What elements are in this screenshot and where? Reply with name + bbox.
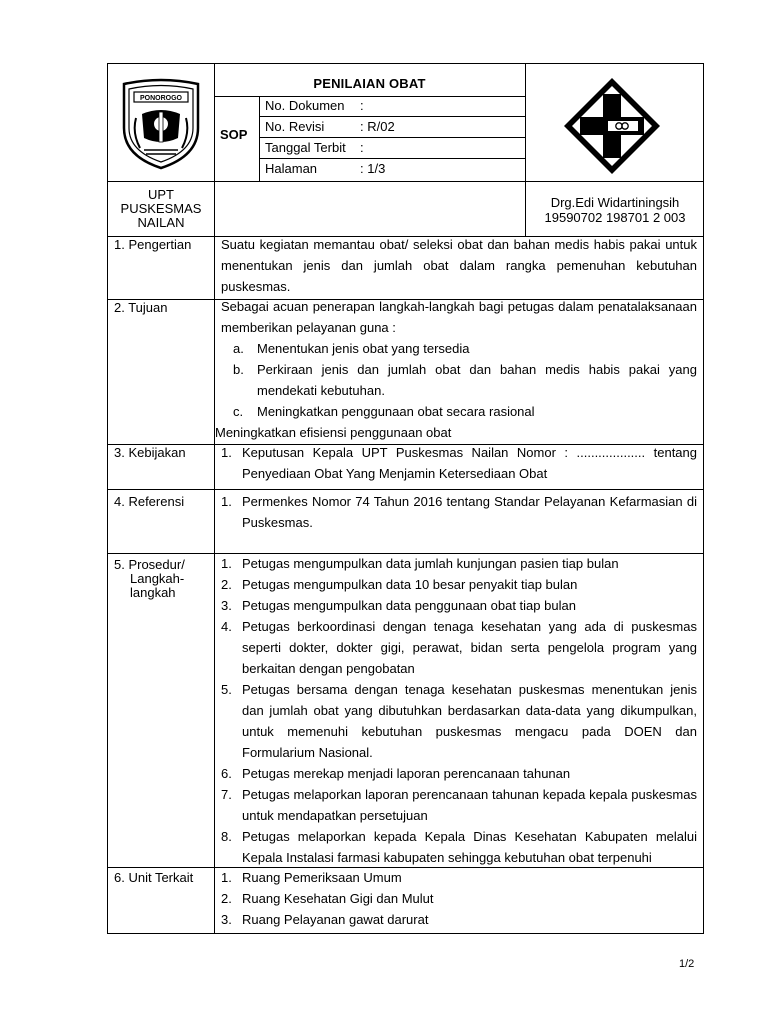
list-item [221,679,697,763]
list-marker: 8. [221,829,232,844]
list-item [221,909,697,930]
header-divider [259,137,525,138]
kebijakan-list [221,442,697,484]
signer-name: Drg.Edi Widartiningsih [550,195,680,210]
organization-line: UPT [148,187,174,202]
list-item-text: Petugas berkoordinasi dengan tenaga kesehatan yang ada di puskesmas seperti dokter, dokter gigi, perawat, bidan serta pengelola program yang berkaitan dengan pengobatan [242,619,697,676]
section-body-prosedur [221,553,697,868]
list-marker: 3. [221,598,232,613]
tujuan-intro: Sebagai acuan penerapan langkah-langkah bagi petugas dalam penatalaksanaan memberikan pelayanan guna : [221,299,697,335]
list-item-text: Petugas mengumpulkan data jumlah kunjungan pasien tiap bulan [242,556,619,571]
page-count-label: Halaman [265,161,318,176]
signer-block [526,195,704,225]
list-item [221,359,697,401]
header-divider [108,181,703,182]
doc-number-value: : [360,98,364,113]
section-label-line: Langkah- [130,571,185,586]
list-marker: 7. [221,787,232,802]
list-marker: 6. [221,766,232,781]
revision-value: : R/02 [360,119,395,134]
list-item [221,867,697,888]
header-divider [214,96,525,97]
organization-line: NAILAN [137,215,185,230]
list-item [221,442,697,484]
list-marker: a. [233,341,244,356]
list-marker: 1. [221,870,232,885]
list-item-text: Ruang Pelayanan gawat darurat [242,912,429,927]
organization-name [108,188,214,230]
section-body-referensi [221,491,697,533]
page-count-value: : 1/3 [360,161,386,176]
list-marker: 2. [221,577,232,592]
header-divider [259,116,525,117]
section-label-line: 5. Prosedur/ [114,557,185,572]
list-marker: 1. [221,556,232,571]
list-marker: 4. [221,619,232,634]
list-item-text: Perkiraan jenis dan jumlah obat dan bahan medis habis pakai yang mendekati kebutuhan. [257,362,697,398]
unit-terkait-list [221,867,697,930]
column-divider [214,237,215,933]
referensi-list [221,491,697,533]
list-marker: 1. [221,494,232,509]
document-title: PENILAIAN OBAT [313,76,426,91]
list-item [221,595,697,616]
header-divider [259,158,525,159]
section-label-tujuan: 2. Tujuan [114,300,168,315]
tujuan-outro: Meningkatkan efisiensi penggunaan obat [215,425,452,440]
list-item [221,338,697,359]
list-item [221,401,697,422]
list-item-text: Menentukan jenis obat yang tersedia [257,341,470,356]
list-marker: 2. [221,891,232,906]
section-label-referensi: 4. Referensi [114,494,185,509]
page-number: 1/2 [679,958,695,970]
list-item-text: Petugas mengumpulkan data penggunaan obat tiap bulan [242,598,576,613]
section-label-prosedur [114,558,185,600]
list-item-text: Meningkatkan penggunaan obat secara rasional [257,404,535,419]
prosedur-list [221,553,697,868]
list-item-text: Petugas merekap menjadi laporan perencanaan tahunan [242,766,571,781]
section-body-kebijakan [221,442,697,484]
list-item-text: Petugas melaporkan kepada Kepala Dinas Kesehatan Kabupaten melalui Kepala Instalasi farmasi kabupaten sehingga kebutuhan obat terpenuhi [242,829,697,865]
list-item [221,763,697,784]
list-item [221,784,697,826]
sop-label: SOP [220,127,248,142]
header-table [107,63,704,237]
row-divider [108,489,703,490]
header-divider [259,96,260,181]
list-marker: 1. [221,445,232,460]
list-item-text: Petugas mengumpulkan data 10 besar penyakit tiap bulan [242,577,578,592]
list-marker: c. [233,404,244,419]
list-item-text: Petugas melaporkan laporan perencanaan tahunan kepada kepala puskesmas untuk mendapatkan persetujuan [242,787,697,823]
list-marker: 5. [221,682,232,697]
tujuan-list [221,338,697,422]
list-item-text: Petugas bersama dengan tenaga kesehatan puskesmas menentukan jenis dan jumlah obat yang dibutuhkan berdasarkan data-data yang dikumpulkan, untuk memenuhi kebutuhan puskesmas mengacu pada DOEN dan Formularium Nasional. [242,682,697,760]
doc-number-label: No. Dokumen [265,98,345,113]
list-item [221,491,697,533]
list-marker: 3. [221,912,232,927]
list-item [221,888,697,909]
section-body-tujuan [215,296,697,443]
issue-date-label: Tanggal Terbit [265,140,346,155]
list-item [221,616,697,679]
section-label-line: langkah [130,585,176,600]
health-cross-logo [562,76,662,176]
list-item [221,574,697,595]
list-marker: b. [233,362,244,377]
section-body-unit-terkait [221,867,697,930]
section-label-unit-terkait: 6. Unit Terkait [114,870,194,885]
sop-content-table [107,237,704,934]
section-label-pengertian: 1. Pengertian [114,237,192,252]
health-logo-cell [525,64,705,181]
organization-line: PUSKESMAS [120,201,202,216]
list-item [221,826,697,868]
section-text-pengertian: Suatu kegiatan memantau obat/ seleksi obat dan bahan medis habis pakai untuk menentukan jenis dan jumlah obat dalam rangka pemenuhan kebutuhan puskesmas. [221,237,697,294]
issue-date-value: : [360,140,364,155]
list-item-text: Ruang Pemeriksaan Umum [242,870,402,885]
revision-label: No. Revisi [265,119,325,134]
list-item-text: Keputusan Kepala UPT Puskesmas Nailan Nomor : ................... tentang Penyediaan Obat Yang Menjamin Ketersediaan Obat [242,445,697,481]
ponorogo-emblem-logo [120,78,202,170]
list-item-text: Ruang Kesehatan Gigi dan Mulut [242,891,434,906]
list-item-text: Permenkes Nomor 74 Tahun 2016 tentang Standar Pelayanan Kefarmasian di Puskesmas. [242,494,697,530]
signer-nip: 19590702 198701 2 003 [544,210,686,225]
list-item [221,553,697,574]
section-label-kebijakan: 3. Kebijakan [114,445,186,460]
svg-text:PONOROGO: PONOROGO [139,95,183,102]
